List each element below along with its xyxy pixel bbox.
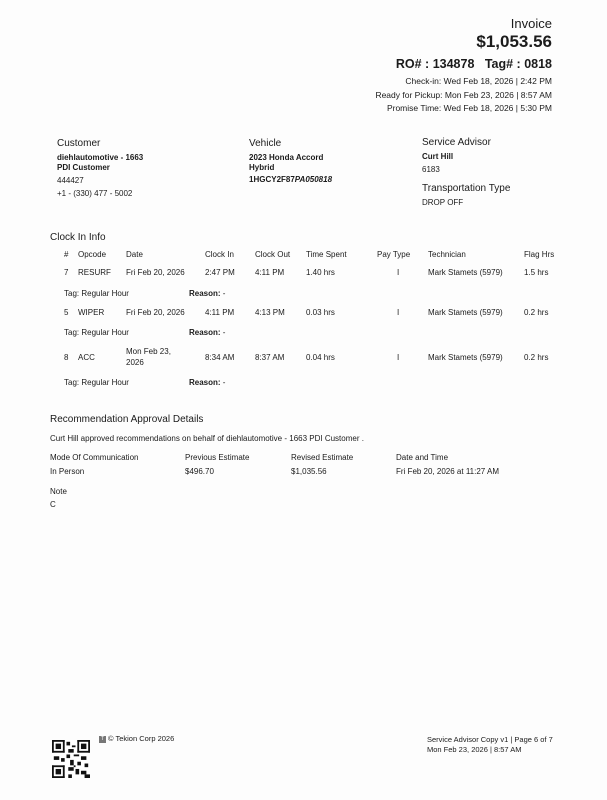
- customer-id: 444427: [57, 176, 84, 185]
- ro-tag-line: [396, 57, 552, 71]
- row-pay-type: I: [397, 268, 400, 277]
- mode-value: In Person: [50, 467, 85, 476]
- service-advisor-name: Curt Hill: [422, 152, 454, 161]
- footer-copyright: [99, 734, 174, 743]
- col-header-time-spent: Time Spent: [306, 250, 347, 259]
- previous-estimate-label: Previous Estimate: [185, 453, 250, 462]
- note-value: C: [50, 500, 56, 509]
- tag-number: 0818: [524, 57, 552, 71]
- row-pay-type: I: [397, 353, 400, 362]
- mode-label: Mode Of Communication: [50, 453, 139, 462]
- clock-in-title: Clock In Info: [50, 232, 106, 243]
- date-time-value: Fri Feb 20, 2026 at 11:27 AM: [396, 467, 500, 476]
- col-header-clock-in: Clock In: [205, 250, 234, 259]
- row-flag-hrs: 0.2 hrs: [524, 308, 549, 317]
- row-num: 5: [64, 308, 69, 317]
- row-clock-out: 4:11 PM: [255, 268, 285, 277]
- row-clock-out: 4:13 PM: [255, 308, 285, 317]
- row-technician: Mark Stamets (5979): [428, 353, 503, 362]
- revised-estimate-value: $1,035.56: [291, 467, 327, 476]
- row-tag: [64, 289, 129, 298]
- col-header-clock-out: Clock Out: [255, 250, 291, 259]
- vin-prefix: 1HGCY2F87: [249, 175, 295, 184]
- check-in-time: Check-in: Wed Feb 18, 2026 | 2:42 PM: [405, 76, 552, 86]
- footer-copy-info: Service Advisor Copy v1 | Page 6 of 7: [427, 735, 553, 744]
- customer-name-line1: diehlautomotive - 1663: [57, 153, 144, 162]
- row-date: Fri Feb 20, 2026: [126, 308, 185, 317]
- tag-label: Tag# :: [484, 57, 525, 71]
- service-advisor-id: 6183: [422, 165, 440, 174]
- row-date: Fri Feb 20, 2026: [126, 268, 185, 277]
- ro-label: RO# :: [395, 57, 433, 71]
- recommendation-statement: Curt Hill approved recommendations on behalf of diehlautomotive - 1663 PDI Customer .: [50, 434, 364, 443]
- vehicle-model-line2: Hybrid: [249, 163, 275, 172]
- note-label: Note: [50, 487, 67, 496]
- row-opcode: RESURF: [78, 268, 111, 277]
- row-technician: Mark Stamets (5979): [428, 268, 503, 277]
- row-tag-value: Regular Hour: [81, 289, 129, 298]
- row-technician: Mark Stamets (5979): [428, 308, 503, 317]
- row-tag-label: Tag:: [64, 328, 80, 337]
- transportation-value: DROP OFF: [422, 198, 464, 207]
- row-reason-label: Reason:: [189, 378, 221, 387]
- row-tag-label: Tag:: [64, 289, 80, 298]
- customer-phone: +1 - (330) 477 - 5002: [57, 189, 133, 198]
- row-tag-value: Regular Hour: [81, 378, 129, 387]
- row-date: Mon Feb 23,: [126, 347, 171, 356]
- ready-for-pickup-time: Ready for Pickup: Mon Feb 23, 2026 | 8:57 AM: [375, 90, 552, 100]
- recommendation-title: Recommendation Approval Details: [50, 414, 204, 425]
- row-tag-label: Tag:: [64, 378, 80, 387]
- row-reason: [189, 289, 225, 298]
- copyright-text: © Tekion Corp 2026: [108, 734, 175, 743]
- row-tag: [64, 328, 129, 337]
- row-reason-value: -: [222, 378, 226, 387]
- col-header-flag-hrs: Flag Hrs: [524, 250, 555, 259]
- row-clock-in: 2:47 PM: [205, 268, 235, 277]
- row-pay-type: I: [397, 308, 400, 317]
- customer-name-line2: PDI Customer: [57, 163, 110, 172]
- previous-estimate-value: $496.70: [185, 467, 214, 476]
- vin-suffix: PA050818: [294, 175, 333, 184]
- transportation-title: Transportation Type: [422, 183, 511, 194]
- row-reason-value: -: [222, 289, 226, 298]
- row-reason: [189, 378, 225, 387]
- vehicle-title: Vehicle: [249, 138, 282, 149]
- row-reason: [189, 328, 225, 337]
- row-reason-label: Reason:: [189, 289, 221, 298]
- col-header-pay-type: Pay Type: [377, 250, 411, 259]
- col-header-opcode: Opcode: [78, 250, 107, 259]
- service-advisor-title: Service Advisor: [422, 137, 491, 148]
- tekion-logo-icon: T: [100, 735, 105, 742]
- row-num: 8: [64, 353, 69, 362]
- col-header-technician: Technician: [428, 250, 466, 259]
- row-tag: [64, 378, 129, 387]
- row-tag-value: Regular Hour: [81, 328, 129, 337]
- row-clock-in: 4:11 PM: [205, 308, 235, 317]
- row-time-spent: 0.03 hrs: [306, 308, 335, 317]
- footer-printed-time: Mon Feb 23, 2026 | 8:57 AM: [427, 745, 522, 754]
- row-opcode: WIPER: [78, 308, 105, 317]
- vehicle-model-line1: 2023 Honda Accord: [249, 153, 324, 162]
- row-flag-hrs: 0.2 hrs: [524, 353, 549, 362]
- col-header-date: Date: [126, 250, 143, 259]
- customer-title: Customer: [57, 138, 101, 149]
- invoice-title: Invoice: [510, 16, 552, 31]
- row-reason-label: Reason:: [189, 328, 221, 337]
- row-reason-value: -: [222, 328, 226, 337]
- invoice-total: $1,053.56: [476, 32, 552, 51]
- qr-code-icon: [52, 740, 90, 778]
- row-time-spent: 0.04 hrs: [306, 353, 335, 362]
- promise-time: Promise Time: Wed Feb 18, 2026 | 5:30 PM: [386, 103, 552, 113]
- row-num: 7: [64, 268, 69, 277]
- row-date-line2: 2026: [126, 358, 144, 367]
- vehicle-vin: [249, 175, 332, 184]
- date-time-label: Date and Time: [396, 453, 449, 462]
- row-clock-in: 8:34 AM: [205, 353, 235, 362]
- col-header-num: #: [64, 250, 69, 259]
- revised-estimate-label: Revised Estimate: [291, 453, 354, 462]
- row-opcode: ACC: [78, 353, 95, 362]
- row-time-spent: 1.40 hrs: [306, 268, 335, 277]
- row-clock-out: 8:37 AM: [255, 353, 285, 362]
- ro-number: 134878: [432, 57, 475, 71]
- row-flag-hrs: 1.5 hrs: [524, 268, 549, 277]
